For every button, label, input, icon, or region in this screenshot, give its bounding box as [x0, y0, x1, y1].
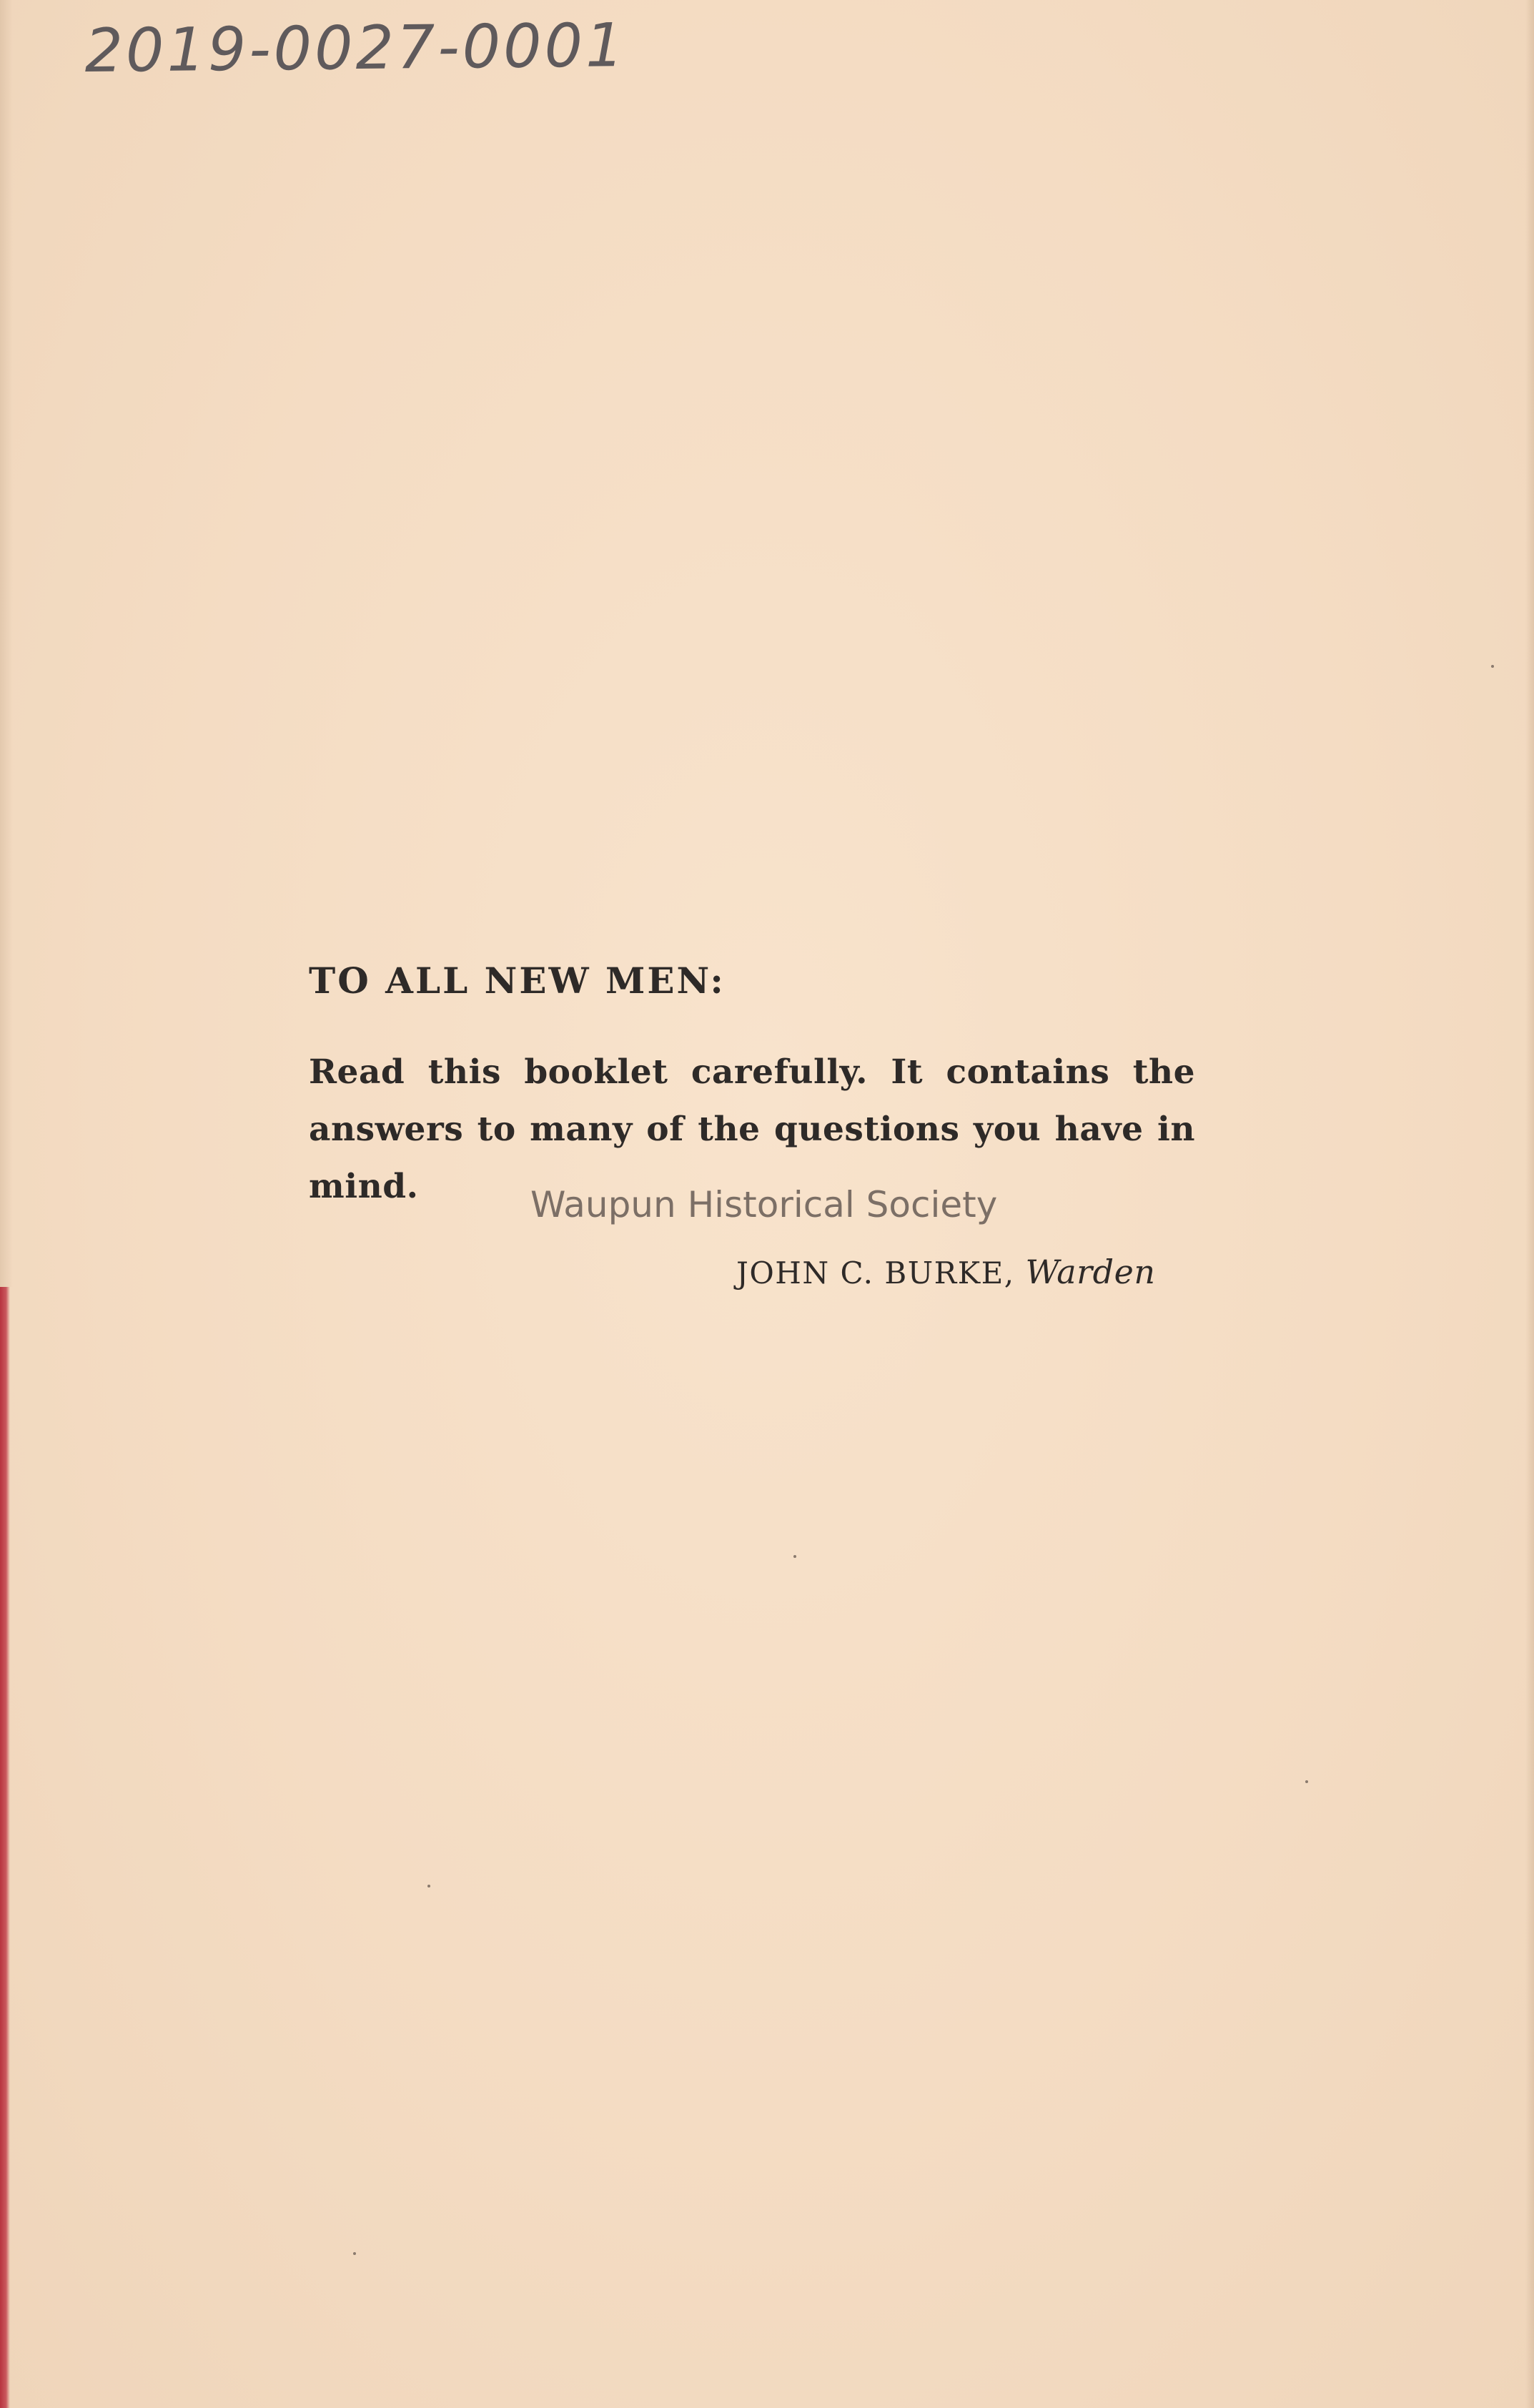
page-edge-shadow	[1525, 0, 1534, 2408]
page-heading: TO ALL NEW MEN:	[309, 959, 726, 1002]
signature	[736, 1253, 1155, 1291]
signature-title: Warden	[1025, 1253, 1156, 1291]
paper-speck	[427, 1885, 430, 1888]
accession-number: 2019-0027-0001	[84, 10, 627, 86]
paper-speck	[793, 1555, 796, 1558]
body-paragraph: Read this booklet carefully. It contains the answers to many of the questions you have in mind.	[309, 1052, 1195, 1206]
red-binding-edge	[0, 1287, 10, 2408]
signature-name: JOHN C. BURKE,	[736, 1255, 1015, 1291]
paper-speck	[1491, 665, 1494, 668]
watermark: Waupun Historical Society	[530, 1184, 998, 1225]
binding-shadow	[0, 0, 13, 1287]
paper-speck	[1305, 1780, 1308, 1783]
paper-speck	[353, 2252, 356, 2255]
